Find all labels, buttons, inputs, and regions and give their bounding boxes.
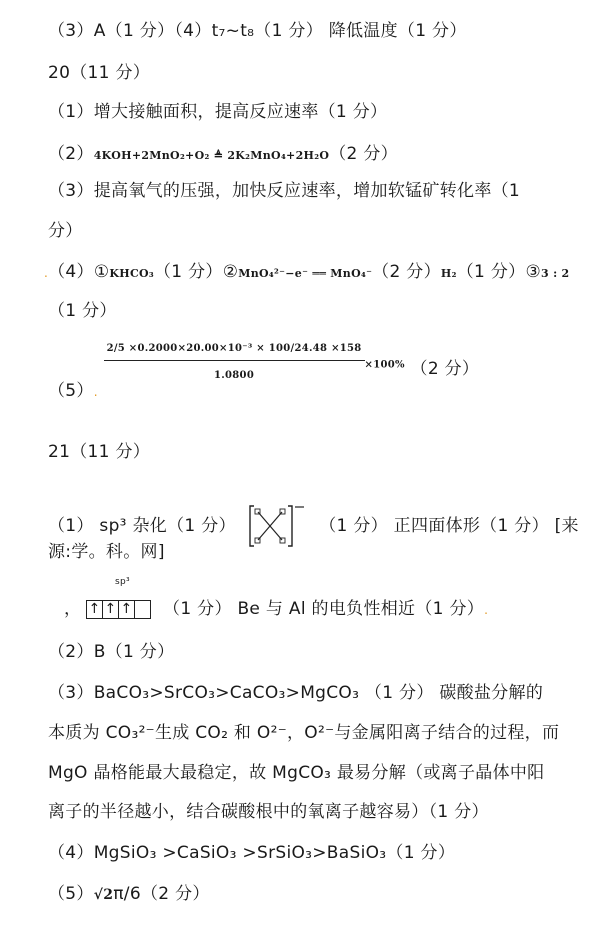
answer-21-3-line-2: 本质为 CO₃²⁻生成 CO₂ 和 O²⁻，O²⁻与金属阳离子结合的过程，而 [48,723,560,743]
formula-khco3: KHCO₃ [109,267,154,280]
orbital-diagram [87,598,151,620]
answer-21-1-orbital [64,598,488,621]
formula-h2: H₂ [440,267,457,280]
answer-21-5-text: π/6（2 分） [113,884,210,904]
answer-21-1-line-2: 源:学。科。网] [48,542,165,562]
answer-20-1: （1）增大接触面积，提高反应速率（1 分） [48,102,388,122]
equation-20-2: 4KOH+2MnO₂+O₂ ≜ 2K₂MnO₄+2H₂O [93,149,330,162]
dot-mark: . [484,603,489,617]
answer-20-4-score-3: （1 分）③ [456,262,541,282]
formula-20-5-denominator: 1.0800 [214,370,255,381]
answer-21-3-line-3: MgO 晶格能最大最稳定，故 MgCO₃ 最易分解（或离子晶体中阳 [48,763,545,783]
answer-21-1-text: （1 分） 正四面体形（1 分） [来 [319,516,579,536]
answer-21-5 [48,883,210,906]
question-21-heading: 21（11 分） [48,442,151,462]
answer-20-5 [48,338,480,401]
answer-21-1-prefix: （1） sp³ 杂化（1 分） [48,516,236,536]
answer-20-4-prefix: （4）① [48,262,110,282]
answer-21-3-line-1: （3）BaCO₃>SrCO₃>CaCO₃>MgCO₃ （1 分） 碳酸盐分解的 [48,683,544,703]
formula-20-5-numerator: 2/5 ×0.2000×20.00×10⁻³ × 100/24.48 ×158 [104,338,365,361]
answer-21-3-line-4: 离子的半径越小，结合碳酸根中的氧离子越容易）（1 分） [48,802,489,822]
question-20-heading: 20（11 分） [48,63,151,83]
answer-20-2 [48,143,398,167]
equation-20-4: MnO₄²⁻−e⁻ ══ MnO₄⁻ [238,267,373,280]
orbital-box-up-arrow-icon: ↑ [86,600,103,619]
answer-20-4-score-1: （1 分）② [154,262,239,282]
answer-21-1-orbital-text: （1 分） Be 与 Al 的电负性相近（1 分） [163,599,485,619]
answer-20-5-prefix: （5） [48,380,94,401]
dot-mark: . [93,384,98,399]
answer-21-5-prefix: （5） [48,884,94,904]
answer-20-4-score-2: （2 分） [372,262,441,282]
tetrahedral-ion-structure-icon [248,504,308,548]
formula-20-5 [104,338,365,387]
orbital-box-up-arrow-icon: ↑ [118,600,135,619]
answer-20-2-prefix: （2） [48,144,94,164]
answer-21-2: （2）B（1 分） [48,642,175,662]
answer-20-5-score: （2 分） [410,358,480,379]
answer-20-4 [44,261,570,285]
orbital-box-empty [134,600,151,619]
comma: ， [64,599,82,619]
sqrt-two: √2 [93,887,114,903]
orbital-box-up-arrow-icon: ↑ [102,600,119,619]
orbital-label: sp³ [115,577,130,587]
answer-line-1: （3）A（1 分）（4）t₇~t₈（1 分） 降低温度（1 分） [48,21,467,41]
ratio-20-4: 3 : 2 [540,267,570,280]
dot-mark: . [44,266,49,280]
answer-20-3-line-1: （3）提高氧气的压强，加快反应速率，增加软锰矿转化率（1 [48,181,521,201]
answer-20-4-line-2: （1 分） [48,301,117,321]
answer-20-3-line-2: 分） [48,221,83,241]
answer-21-4: （4）MgSiO₃ >CaSiO₃ >SrSiO₃>BaSiO₃（1 分） [48,843,456,863]
formula-20-5-percent: ×100% [364,359,405,371]
answer-20-2-score: （2 分） [329,144,398,164]
